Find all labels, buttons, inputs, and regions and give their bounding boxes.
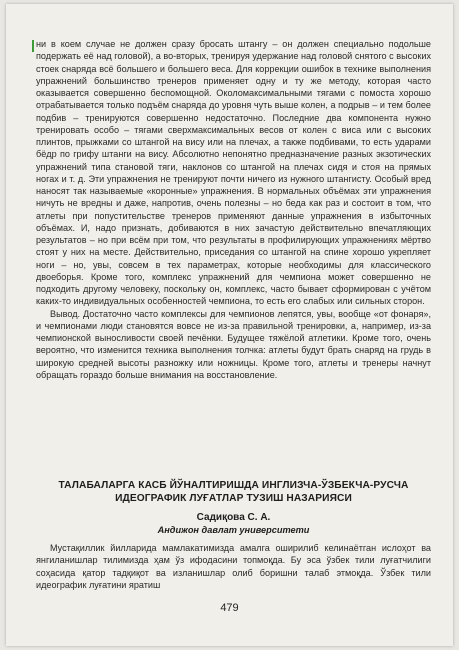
margin-marker bbox=[32, 40, 34, 52]
article-body bbox=[36, 542, 431, 591]
document-page bbox=[6, 4, 453, 646]
article-title: ТАЛАБАЛАРГА КАСБ ЙЎНАЛТИРИШДА ИНГЛИЗЧА-ЎЗБЕКЧА-РУСЧА ИДЕОГРАФИК ЛУҒАТЛАР ТУЗИШ НАЗАРИЯСИ bbox=[58, 480, 409, 504]
body-text bbox=[36, 38, 431, 381]
article-author: Садиқова С. А. bbox=[196, 512, 271, 523]
paragraph-2: Вывод. Достаточно часто комплексы для чемпионов лепятся, увы, вообще «от фонаря», и чемпионами люди становятся вовсе не из-за правильной тренировки, а, например, из-за чемпионской выносливости своей печёнки. Будущее тяжёлой атлетики. Кроме того, очень вероятно, что изменится техника выполнения толчка: атлеты будут брать снаряд на грудь в широкую средней высоты разножку или ножницы. Кроме того, атлеты и тренеры начнут обращать гораздо больше внимания на восстановление. bbox=[36, 308, 431, 380]
article-paragraph: Мустақиллик йилларида мамлакатимизда амалга оширилиб келинаётган ислоҳот ва янгиланишлар тилимизда ҳам ўз ифодасини топмоқда. Бу эса ўзбек тили луғатчилиги соҳасида қатор тадқиқот ва изланишлар олиб боришни талаб этмоқда. Ўзбек тили идеографик луғатини яратиш bbox=[36, 543, 431, 590]
article-affiliation: Андижон давлат университети bbox=[157, 525, 310, 535]
paragraph-1: ни в коем случае не должен сразу бросать штангу – он должен специально подольше подержать её над головой), а во-вторых, тренируя удержание над головой снятого с высоких стоек снаряда всё большего и большего веса. Для коррекции ошибок в технике выполнения упражнений большинство тренеров применяет одну и ту же методу, которая часто оказывается совершенно беспомощной. Околомаксимальными тягами с помоста хорошо отрабатывается только подъём снаряда до уровня чуть выше колен, а подрыв – и тем более подбив – тренируются совершенно недостаточно. Последние два компонента нужно тренировать особо – тягами сверхмаксимальных весов от колен с виса или с высоких плинтов, прыжками со штангой на вису или на плечах, а также подбивами, то есть ударами бёдр по грифу штанги на вису. Абсолютно непонятно предназначение разных экзотических упражнений типа становой тяги, наклонов со штангой на плечах сидя и стоя на прямых ногах и т. д. Эти упражнения не тренируют почти ничего из нужного штангисту. Особый вред наносят так называемые «коронные» упражнения. В нормальных объёмах эти упражнения ничуть не вредны и даже, напротив, очень полезны – но беда как раз и состоит в том, что атлеты при попустительстве тренеров применяют данные упражнения в избыточных объёмах. И, надо признать, добиваются в них зачастую действительно впечатляющих результатов – но при всём при том, что результаты в профилирующих упражнениях мёртво стоят у них на месте. Действительно, приседания со штангой на спине хорошо укрепляет ноги – но, увы, совсем в тех параметрах, которые необходимы для классического двоеборья. Кроме того, комплекс упражнений для чемпиона может совершенно не подходить другому человеку, поскольку он, комплекс, часто бывает сформирован с учётом каких-то индивидуальных особенностей чемпиона, то есть его слабых или сильных сторон. bbox=[36, 39, 431, 307]
page-number: 479 bbox=[220, 602, 239, 614]
